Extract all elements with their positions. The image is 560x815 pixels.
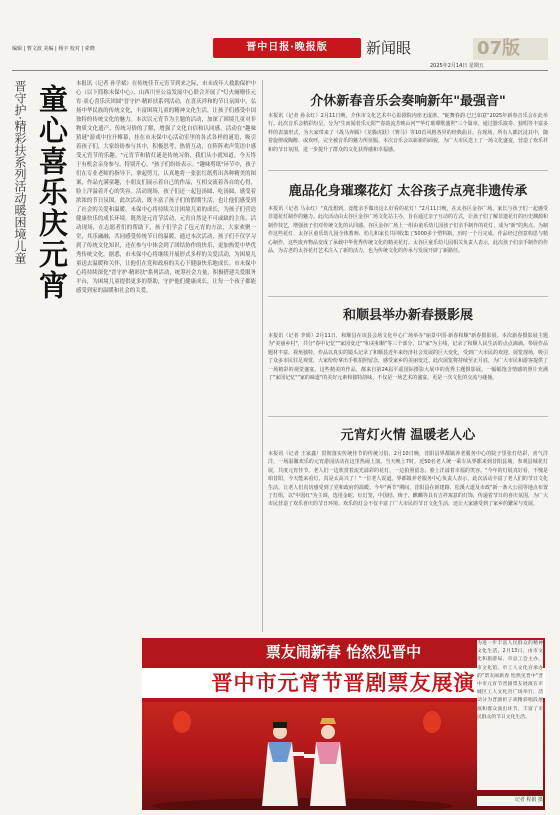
column-divider	[262, 80, 263, 632]
article2-rule	[268, 296, 548, 297]
lead-title: 童心喜乐庆元宵	[35, 84, 69, 301]
article4-title: 元宵灯火情 温暖老人心	[340, 428, 476, 443]
performers-illustration	[142, 702, 472, 810]
article4-body: 本报讯（记者 王家鑫）贯彻落实传统佳节的传统习俗，2月10日晚，昔阳县界都镇养老服务中心的院子里张灯结彩，喜气洋洋，一场温馨欢乐的元宵游园活动在这里热闹上演。当天晚上7时，近50名老人统一乘车从界都来到昔阳县城，参观县城花灯展，共度元宵佳节。老人们一边欣赏着流光溢彩的花灯，一边拍照留念，脸上洋溢着幸福的笑容。"今年的灯展真好看，不愧是咱昔阳，今天能来看灯，真是太高兴了！"一位老人说道。界都镇养老服务中心负责人表示，此次活动丰富了老人们的节日文化生活，让老人们真切感受到了党和政府的温暖。今年"两节"期间，昔阳县在新建路、松溪大道及市政"新一条大公园等地点布置了灯组，以"中国红"为主调，选用金蛇、红灯笼、中国结、梅子、麒麟等具有吉祥寓意的灯饰，传递着节日的喜庆氛围，为广大市民营造了欢乐喜庆的节日环境。欢乐的灯会不仅丰富了广大市民的节日文化生活，还让大家感受到了家乡的繁荣与发展。	[268, 451, 548, 508]
section-title: 新闻眼	[366, 39, 412, 57]
lead-subtitle: 晋守护·精彩扶系列活动暖困境儿童	[13, 80, 27, 264]
page-number: 07版	[473, 38, 548, 60]
banner-title: 晋中市元宵节晋剧票友展演	[142, 668, 545, 698]
lead-body: 本报讯（记者 孙学斌）在传统佳节元宵节到来之际，市未成年人救助保护中心（以下简称未保中心）、山西川至公益发展中心联合开展了"灯火阑珊佳元宵·童心喜乐庆团圆"晋守护·精彩扶系列活动，在喜庆祥和的节日氛围中，弘扬中华民族的传统文化，丰富困境儿童的精神文化生活，让孩子们感受中国独特的传统文化的魅力。本次以元宵节为主题的活动，加深了困境儿童对非物质文化遗产、传统习俗的了解，增强了文化自信和认同感。活动在"趣味猜谜"游戏中拉开帷幕，挂在市未保中心活动室里的各式各样的谜语，吸引着孩子们，大家纷纷参与其中，积极思考，热情互动，在阵阵欢声笑语中感受元宵节的乐趣。"元宵节和猜灯谜是传统习俗，我们从小就知道，今天终于有机会亲身参与，特别开心。"孩子们纷纷表示。"趣味剪纸"环节中，孩子们在专业老师的指导下，拿起剪刀，认真地将一张张红纸剪出各种精美的图案，作品充满童趣，小朋友们展示着自己的作品，互相交流着各自的心得，脸上洋溢着开心的笑容。活动现场，孩子们还一起包汤圆、吃汤圆，感受着浓浓的节日氛围。此次活动，既丰富了孩子们的假期生活，也让他们感受到了社会的关爱和温暖。未保中心将持续关注困境儿童的成长，为孩子们营造健康快乐的成长环境。既然是元宵节活动，元宵自然是不可或缺的主角。活动现场，在志愿者们的帮助下，孩子们学会了包元宵的方法，大家欢聚一堂，其乐融融，共同感受传统节日的温暖。通过本次活动，孩子们不仅学习到了传统文化知识，还在参与中体会到了团结协作的快乐，更加热爱中华优秀传统文化。据悉，市未保中心将继续开展形式多样的关爱活动，为困境儿童送去温暖和关怀，让他们在党和政府的关心下健康快乐地成长。市未保中心将持续深化"晋守护·精彩扶"系列活动，统筹社会力量，积极搭建关爱服务平台，为困境儿童提供更多的帮助，守护他们健康成长，让每一个孩子都能感受到家的温暖和社会的关爱。	[76, 81, 256, 294]
newspaper-masthead: 晋中日报·晚报版	[213, 38, 361, 58]
editor-credits: 编辑 | 曹文波 美编 | 杨宇 校对 | 索晓	[12, 46, 95, 52]
article3-title: 和顺县举办新春摄影展	[342, 308, 473, 323]
article1-title: 介休新春音乐会奏响新年"最强音"	[310, 94, 506, 109]
article3-rule	[268, 416, 548, 417]
photo-caption	[477, 640, 545, 810]
article2-title: 鹿品化身璀璨花灯 太谷孩子点亮非遗传承	[288, 184, 528, 199]
header-rule	[12, 70, 548, 71]
issue-date: 2025年2月14日 星期五	[430, 63, 484, 69]
caption-text: 为进一步丰富人民群众的精神文化生活，2月13日，由市文化和旅游局、市总工会主办，市文化馆、市工人文化宫承办的"票友闹新春 怡然见晋中"晋中市元宵节晋剧票友展演在市城区工人文化宫广场举行，活动分为晋剧折子戏精彩唱段展演和群众演出环节，丰富了市民群众的节日文化生活。	[477, 640, 543, 790]
banner-slogan: 票友闹新春 怡然见晋中	[265, 643, 422, 661]
article1-rule	[268, 170, 548, 171]
article2-body: 本报讯（记者 马永红）"真没想到，竟能亲手做出这么好看的花灯！"2月11日晚，在太谷区金谷广场，家长与孩子们一起感受非遗花灯制作的魅力。此次活动由太谷区金谷广场文化站主办，旨在通过亲子互动的方式，让孩子们了解非遗花灯的历史渊源和制作技艺，增强孩子们对传统文化的认同感。谷区金谷广场上一组由童乐幼儿园孩子们亲手制作的花灯，成为"新"的焦点。为制作这些花灯，太谷区童乐幼儿园全体教师、幼儿和家长共同收集了5000多个塑料瓶，历时一个月完成。作品经过创意构思与精心制作，这些废弃物品变成了承载中华优秀传统文化的精美花灯。太谷区童乐幼儿园相关负责人表示，此次孩子们亲手制作的作品，为古老的太谷花灯艺术注入了新的活力，也为传统文化的传承与发展开辟了新路径。	[268, 206, 548, 255]
photo-credit: 记者 程娟 摄	[477, 796, 543, 806]
article1-body: 本报讯（记者 孙永红）2月11日晚，介休市文化艺术中心影剧院内座无虚席，"蛇舞春韵·巳巳如意"2025年新春音乐会在此举行。此次音乐会精彩纷呈，分为"生而闻者乐元阳""春韵流芳映山河""华灯璀璨歌盛世"三个篇章，通过器乐演奏、独唱等丰富多样的表演形式，为大家带来了《战马奔腾》《龙腾虎跃》《赛马》等10首风格各异的经典曲目。在现场，所有人都沉浸其中，随着旋律或陶醉、或欢呼，完全被音乐的魅力所征服。本次音乐会以崭新的面貌，为广大市民送上了一场文化盛宴，营造了欢乐祥和的节日氛围，进一步提升了群众的文化获得感和幸福感。	[268, 113, 548, 153]
article3-body: 本报讯（记者 李娟）2月11日，和顺县在该县会场文化中心广场举办"丽景中国·新春和顺"新春摄影展。本次新春摄影展主题为"美丽乡村"，共分"春中记忆""家园变迁""和美和顺"等三个部分，以"家"为主线，记录了和顺人民生活的点点滴滴。参展作品题材丰富、视角独特，作品以真实的镜头记录了和顺县近年来经济社会发展的巨大变化，受到广大市民的欢迎。展览现场，吸引了众多市民驻足观赏，大家纷纷拿出手机拍照留念，感受家乡的美丽变迁。此次展览将持续至正月底，为广大市民和游客提供了一场精彩的视觉盛宴。这些精美的作品，都来自第24届平遥国际摄影大展中的优秀主题摄影展。一幅幅饱含情感的照片充满了"家园记忆""家的味道"的美好元素和独特韵味，不仅是一场艺术的盛宴，更是一次文化的交流与碰撞。	[268, 333, 548, 382]
